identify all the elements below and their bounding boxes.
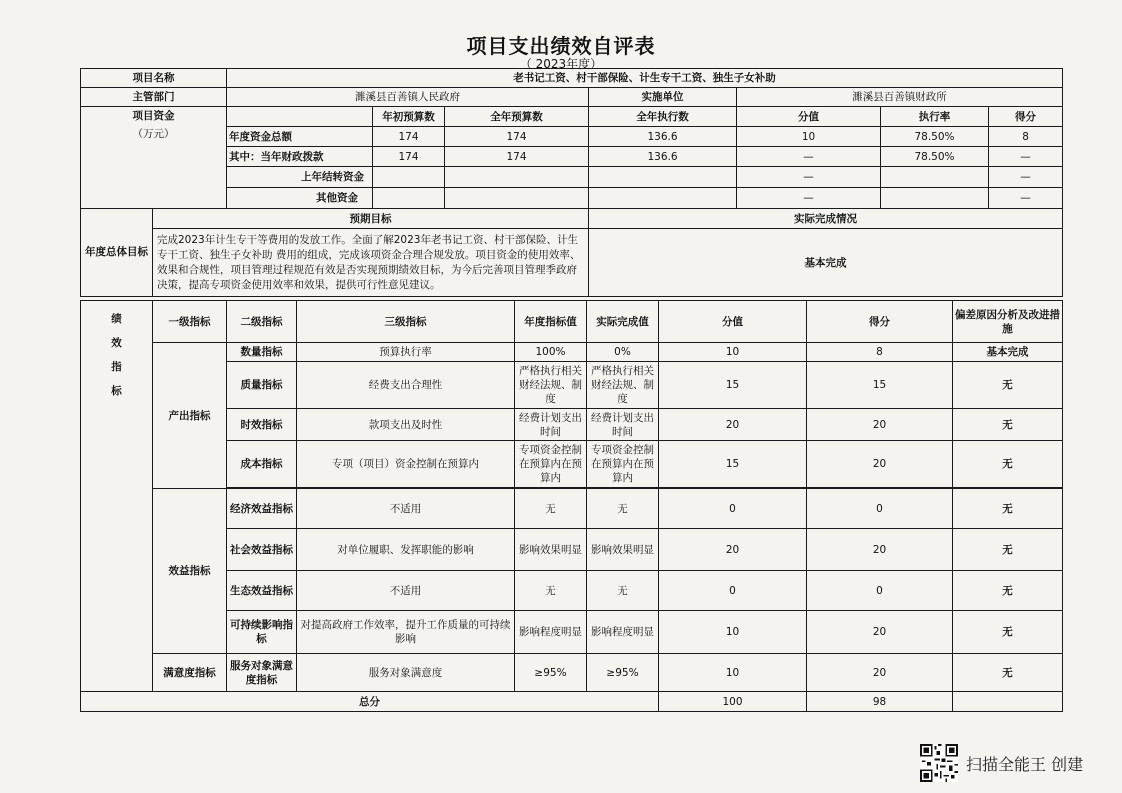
header-target: 年度指标值 bbox=[515, 301, 587, 343]
indicator-score: 15 bbox=[807, 362, 953, 409]
indicator-l3: 经费支出合理性 bbox=[297, 362, 515, 409]
perf-side-char: 绩 bbox=[111, 313, 122, 325]
funds-row-annual: 174 bbox=[445, 147, 589, 167]
funds-row-label: 年度资金总额 bbox=[227, 127, 373, 147]
indicator-target: 无 bbox=[515, 489, 587, 529]
total-row bbox=[81, 692, 1063, 712]
page-year: （ 2023年度） bbox=[519, 57, 603, 71]
perf-side-char: 标 bbox=[111, 385, 122, 397]
funds-label: 项目资金 bbox=[132, 110, 175, 122]
funds-unit: （万元） bbox=[132, 128, 175, 140]
funds-row-exec bbox=[589, 188, 737, 209]
indicator-l2: 可持续影响指标 bbox=[227, 611, 297, 654]
funds-row-exec: 136.6 bbox=[589, 147, 737, 167]
indicator-l3: 不适用 bbox=[297, 571, 515, 611]
indicator-row bbox=[81, 654, 1063, 692]
indicator-l2: 数量指标 bbox=[227, 343, 297, 362]
performance-table bbox=[80, 300, 1063, 712]
actual-result-label: 实际完成情况 bbox=[589, 209, 1063, 229]
group-benefit: 效益指标 bbox=[153, 489, 227, 654]
funds-header-score: 得分 bbox=[989, 107, 1063, 127]
indicator-value: 10 bbox=[659, 343, 807, 362]
funds-label-cell bbox=[81, 107, 227, 209]
indicator-row bbox=[81, 571, 1063, 611]
goals-label: 年度总体目标 bbox=[81, 209, 153, 297]
indicator-value: 20 bbox=[659, 529, 807, 571]
funds-row-rate: 78.50% bbox=[881, 147, 989, 167]
funds-row-score: 8 bbox=[989, 127, 1063, 147]
funds-row-init: 174 bbox=[373, 147, 445, 167]
indicator-score: 20 bbox=[807, 409, 953, 441]
indicator-l3: 服务对象满意度 bbox=[297, 654, 515, 692]
impl-value: 濉溪县百善镇财政所 bbox=[737, 88, 1063, 107]
indicator-target: 无 bbox=[515, 571, 587, 611]
indicator-score: 20 bbox=[807, 529, 953, 571]
total-label: 总分 bbox=[81, 692, 659, 712]
page-title: 项目支出绩效自评表 bbox=[466, 34, 656, 58]
indicator-score: 20 bbox=[807, 611, 953, 654]
funds-header-blank bbox=[227, 107, 373, 127]
indicator-deviation: 无 bbox=[953, 571, 1063, 611]
funds-row-rate: 78.50% bbox=[881, 127, 989, 147]
funds-row-init: 174 bbox=[373, 127, 445, 147]
header-level3: 三级指标 bbox=[297, 301, 515, 343]
header-actual: 实际完成值 bbox=[587, 301, 659, 343]
indicator-value: 10 bbox=[659, 654, 807, 692]
indicator-target: 经费计划支出时间 bbox=[515, 409, 587, 441]
perf-side-label bbox=[81, 301, 153, 692]
indicator-l2: 服务对象满意度指标 bbox=[227, 654, 297, 692]
indicator-target: 100% bbox=[515, 343, 587, 362]
funds-row-score: — bbox=[989, 188, 1063, 209]
header-level1: 一级指标 bbox=[153, 301, 227, 343]
indicator-deviation: 无 bbox=[953, 489, 1063, 529]
funds-row-rate bbox=[881, 167, 989, 188]
funds-header-score-value: 分值 bbox=[737, 107, 881, 127]
indicator-l3: 预算执行率 bbox=[297, 343, 515, 362]
indicator-row bbox=[81, 409, 1063, 441]
funds-row-score: — bbox=[989, 167, 1063, 188]
funds-row-label: 上年结转资金 bbox=[227, 167, 373, 188]
funds-header-rate: 执行率 bbox=[881, 107, 989, 127]
funds-row-score-value: — bbox=[737, 167, 881, 188]
funds-header-annual: 全年预算数 bbox=[445, 107, 589, 127]
indicator-row bbox=[81, 441, 1063, 488]
indicator-score: 8 bbox=[807, 343, 953, 362]
indicator-actual: 严格执行相关财经法规、制度 bbox=[587, 362, 659, 409]
funds-row-score-value: — bbox=[737, 188, 881, 209]
indicator-value: 20 bbox=[659, 409, 807, 441]
indicator-score: 20 bbox=[807, 654, 953, 692]
indicator-actual: 0% bbox=[587, 343, 659, 362]
indicator-deviation: 无 bbox=[953, 441, 1063, 488]
funds-row-annual bbox=[445, 188, 589, 209]
group-output: 产出指标 bbox=[153, 343, 227, 489]
indicator-actual: 无 bbox=[587, 571, 659, 611]
scanner-watermark bbox=[920, 744, 1083, 782]
indicator-value: 10 bbox=[659, 611, 807, 654]
indicator-actual: 影响效果明显 bbox=[587, 529, 659, 571]
indicator-row bbox=[81, 529, 1063, 571]
indicator-actual: 影响程度明显 bbox=[587, 611, 659, 654]
funds-row-exec: 136.6 bbox=[589, 127, 737, 147]
indicator-l3: 款项支出及时性 bbox=[297, 409, 515, 441]
header-score: 得分 bbox=[807, 301, 953, 343]
indicator-target: 严格执行相关财经法规、制度 bbox=[515, 362, 587, 409]
indicator-deviation: 无 bbox=[953, 409, 1063, 441]
project-name-label: 项目名称 bbox=[81, 69, 227, 88]
project-name: 老书记工资、村干部保险、计生专干工资、独生子女补助 bbox=[227, 69, 1063, 88]
indicator-actual: 专项资金控制在预算内在预算内 bbox=[587, 441, 659, 488]
funds-row-annual: 174 bbox=[445, 127, 589, 147]
dept-value: 濉溪县百善镇人民政府 bbox=[227, 88, 589, 107]
indicator-deviation: 无 bbox=[953, 654, 1063, 692]
indicator-row bbox=[81, 611, 1063, 654]
total-value: 100 bbox=[659, 692, 807, 712]
funds-row-label: 其中：当年财政拨款 bbox=[227, 147, 373, 167]
dept-label: 主管部门 bbox=[81, 88, 227, 107]
indicator-row bbox=[81, 362, 1063, 409]
indicator-target: 影响效果明显 bbox=[515, 529, 587, 571]
indicator-value: 15 bbox=[659, 441, 807, 488]
indicator-value: 0 bbox=[659, 571, 807, 611]
actual-result-text: 基本完成 bbox=[589, 229, 1063, 297]
indicator-score: 0 bbox=[807, 571, 953, 611]
indicator-deviation: 无 bbox=[953, 529, 1063, 571]
indicator-target: ≥95% bbox=[515, 654, 587, 692]
indicator-deviation: 基本完成 bbox=[953, 343, 1063, 362]
impl-label: 实施单位 bbox=[589, 88, 737, 107]
funds-row-score: — bbox=[989, 147, 1063, 167]
header-level2: 二级指标 bbox=[227, 301, 297, 343]
funds-row bbox=[81, 127, 1063, 147]
indicator-l2: 时效指标 bbox=[227, 409, 297, 441]
funds-row-label: 其他资金 bbox=[227, 188, 373, 209]
watermark-text: 扫描全能王 创建 bbox=[966, 754, 1084, 774]
indicator-l3: 对提高政府工作效率，提升工作质量的可持续影响 bbox=[297, 611, 515, 654]
header-deviation: 偏差原因分析及改进措施 bbox=[953, 301, 1063, 343]
indicator-l3: 对单位履职、发挥职能的影响 bbox=[297, 529, 515, 571]
indicator-actual: 经费计划支出时间 bbox=[587, 409, 659, 441]
indicator-actual: ≥95% bbox=[587, 654, 659, 692]
indicator-deviation: 无 bbox=[953, 362, 1063, 409]
perf-side-char: 指 bbox=[111, 361, 122, 373]
basic-info-table bbox=[80, 68, 1063, 297]
indicator-l3: 不适用 bbox=[297, 489, 515, 529]
indicator-target: 专项资金控制在预算内在预算内 bbox=[515, 441, 587, 488]
funds-row bbox=[81, 188, 1063, 209]
indicator-score: 0 bbox=[807, 489, 953, 529]
funds-row bbox=[81, 167, 1063, 188]
indicator-l2: 经济效益指标 bbox=[227, 489, 297, 529]
indicator-row bbox=[81, 343, 1063, 362]
funds-row-init bbox=[373, 188, 445, 209]
funds-header-init: 年初预算数 bbox=[373, 107, 445, 127]
funds-row-score-value: — bbox=[737, 147, 881, 167]
indicator-l2: 质量指标 bbox=[227, 362, 297, 409]
expected-goal-label: 预期目标 bbox=[153, 209, 589, 229]
funds-row-rate bbox=[881, 188, 989, 209]
total-score: 98 bbox=[807, 692, 953, 712]
perf-side-char: 效 bbox=[111, 337, 122, 349]
indicator-l2: 生态效益指标 bbox=[227, 571, 297, 611]
expected-goal-text: 完成2023年计生专干等费用的发放工作。全面了解2023年老书记工资、村干部保险、计生专干工资、独生子女补助 费用的组成，完成该项资金合理合规发放。项目资金的使用效率、效果和合规性，项目管理过程规范有效是否实现预期绩效目标，为今后完善项目管理季政府决策，提高专项资金使用效率和效果，提供可行性意见建议。 bbox=[153, 229, 589, 297]
funds-header-exec: 全年执行数 bbox=[589, 107, 737, 127]
funds-row bbox=[81, 147, 1063, 167]
indicator-l2: 社会效益指标 bbox=[227, 529, 297, 571]
indicator-actual: 无 bbox=[587, 489, 659, 529]
indicator-deviation: 无 bbox=[953, 611, 1063, 654]
indicator-score: 20 bbox=[807, 441, 953, 488]
header-score-value: 分值 bbox=[659, 301, 807, 343]
indicator-target: 影响程度明显 bbox=[515, 611, 587, 654]
group-satisfaction: 满意度指标 bbox=[153, 654, 227, 692]
indicator-row bbox=[81, 489, 1063, 529]
indicator-value: 15 bbox=[659, 362, 807, 409]
funds-row-annual bbox=[445, 167, 589, 188]
total-deviation bbox=[953, 692, 1063, 712]
indicator-l2: 成本指标 bbox=[227, 441, 297, 488]
funds-row-exec bbox=[589, 167, 737, 188]
funds-row-init bbox=[373, 167, 445, 188]
indicator-value: 0 bbox=[659, 489, 807, 529]
funds-row-score-value: 10 bbox=[737, 127, 881, 147]
qr-code-icon bbox=[920, 744, 958, 782]
indicator-l3: 专项（项目）资金控制在预算内 bbox=[297, 441, 515, 488]
